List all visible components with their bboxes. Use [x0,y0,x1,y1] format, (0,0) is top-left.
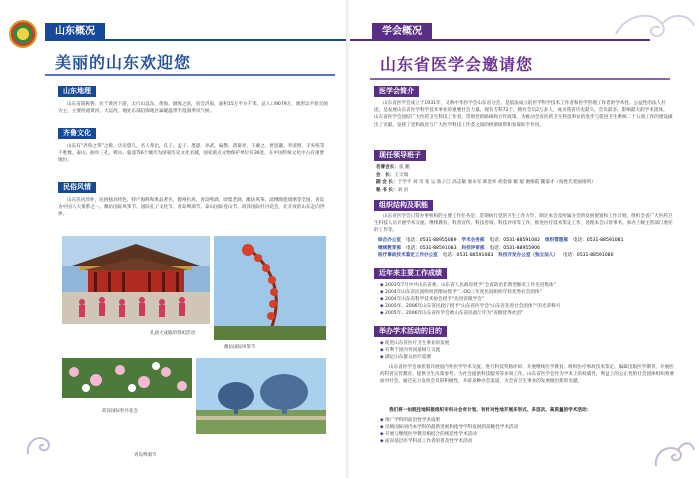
right-header-tab: 学会概况 [372,23,432,40]
section-text-customs: 山东民风淳朴，民俗独具特色，特产海鲜和果品著名，德州扒鸡，青岛啤酒、即墨老酒，潍坊风筝、淄博陶瓷琉璃等全国，青岛为中国八大菜系之一。潍坊国际风筝节、国际孔子文化节、青岛啤酒节、泰山国际登山节、菏泽国际牡丹花会，让开放的山东走向世界。 [58,198,325,218]
list-item: ◆ 反映国际国内本学科的最新进展和指导学科发展的前瞻性学术活动 [380,424,675,431]
leader-row: 秘 书 长：刘 岩 [376,187,409,193]
right-page-title: 山东省医学会邀请您 [380,55,534,74]
right-header-bar [350,24,650,41]
section-tag-intro: 医学会简介 [374,86,419,97]
section-text-culture: 山东有“齐鲁之邦”之称，历史悠久，名人辈出，孔子、孟子、墨翟、孙武、扁鹊、诸葛亮、王羲之、贾思勰、李清照、辛弃疾等不胜数。泰山、曲阜三孔、崂山、临淄等6个城市为国家历史文化名城，国家重点文物保护单位有36处，在中国传统文化中占有重要地位。 [58,144,325,164]
list-item: ◆ 推广学科的前沿性学术成果 [380,417,675,424]
list-item: ◆ 有利于国内外同道相互交流 [380,347,675,354]
left-page-title: 美丽的山东欢迎您 [55,53,192,72]
list-item: ◆ 2004年山东省科学技术协会授予“先进省级学会” [380,296,675,303]
purpose-list [380,340,675,361]
list-item: ◆ 2005年、2006年山东省医学会被山东省民政厅评为“省级优秀社团” [380,310,675,317]
honors-list [380,282,675,317]
caption-temple: 孔庙大成殿的祭祀活动 [150,331,195,336]
section-text-org: 山东省医学会日常办事机构的主要工作任务是：贯彻执行党的卫生工作方针，制定本会及所属分会的发展规划和工作计划，组织全省广大医药卫生科技人员开展学术交流、继续教育、科普宣传、科技咨询、科技评审等工作，推进医疗技术鉴定工作，处理本会日常事务。承办上级主管部门委托的工作等。 [374,214,673,234]
list-item: ◆ 2004年山东省民间组织管理局授予“二OO三年度民间组织年检优秀社会团体” [380,289,675,296]
photo-temple-ceremony [62,236,210,324]
caption-beer: 青岛啤酒节 [134,453,157,458]
section-text-intro: 山东省医学会成立于1931年，又称中华医学会山东省分会，是依法成立的医学科学技术工作者和医学管理工作者的学术性、公益性的法人社团，是发展山东省医学科学技术事业的重要社会力量。现有专科72个，拥有会员2万多人，成为我省历史最久、会员最多、影响最大的学术团体。 山东省医学会团结广大医药卫生科技工作者，贯彻党的路线和方针政策，为推动全省医药卫生科技事业的进步与促进卫生系统二十五项工作的建设做出了贡献。发挥了党和政府与广大医学科技工作者之间的桥梁纽带和参谋助手作用。 [374,101,673,128]
leader-row: 会 长：王天瑞 [376,172,409,178]
section-tag-culture: 齐鲁文化 [58,128,96,139]
purpose-text: 山东省医学会承担着开展国内外医学学术交流、进行科技奖励评审、开展继续医学教育、组织医疗事故技术鉴定、编辑出版医学期刊、开展医药科普宣传教育、提供卫生决策参考、为社会提供科技服务等多项工作。山东省医学会作为学术上的权威性、利益上的公正性的社会团体组织将要面对社会，通过充分发挥会员的积极性，开辟多种办会渠道，为全省卫生事业的发展做出新的贡献。 [380,365,675,385]
section-text-geography: 山东省简称鲁，位于黄河下游，太行山以东，黄海、渤海之滨，省会济南，面积15万平方千米，总人口9079万，地形以平原丘陵为主，主要河流黄河、大运河，地处东部沿海地区属暖温带半湿润季风气候。 [58,102,329,115]
leader-row: 名誉会长：张 鹏 [376,165,410,170]
association-logo [9,20,37,48]
contact-row: 综合办公室 电话：0531-88955089 学术会务部 电话：0531-88591082 组织管理部 电话：0531-88591081 [378,238,624,243]
photo-kite-festival [214,236,326,340]
left-title-divider [45,74,335,76]
list-item: ◆ 2005年、2006年山东省民政厅授予“山东省医学会“山东省先进社会团体”“的光荣称号 [380,303,675,310]
purpose-bold-text: 我们将一如既往地积极组织专科分会有计划、有针对性地开展多形式、多层次、高质量的学术活动： [389,408,592,413]
section-tag-customs: 民俗风情 [58,182,96,193]
section-tag-leaders: 现任领导班子 [374,150,426,161]
section-tag-honors: 近年来主要工作成绩 [374,268,447,279]
section-tag-purpose: 举办学术活动的目的 [374,326,447,337]
leaders-list [376,164,676,194]
right-page [350,0,700,478]
caption-kite: 潍坊国际风筝节 [224,345,256,350]
caption-peony: 菏泽国际牡丹花会 [102,409,138,414]
photo-peony-fair [62,358,192,398]
left-header-tab: 山东概况 [45,23,105,40]
list-item: ◆ 促进山东省医疗卫生事业的发展 [380,340,675,347]
decorative-cloud-swirl-bottom-icon [650,432,696,472]
right-title-divider [370,78,670,80]
list-item: ◆ 面向基层医学科技工作者的普及性学术活动 [380,438,675,445]
contact-table [378,237,678,260]
list-item: ◆ 2003年7月中共山东省委、山东省人民政府授予“全省防治非典型肺炎工作先进集体” [380,282,675,289]
list-item: ◆ 开展与继续医学教育相结合的规范性学术活动 [380,431,675,438]
activities-list [380,417,675,445]
leader-row: 副 会 长：于学平 刘 奇 张 运 陈子江 高志敏 屠永军 韩金祥 胡金保 谢 琨 谢俊霞 魏秦才（按姓氏笔画排列） [376,180,596,185]
contact-row: 继续教育部 电话：0531-88591083 科技评审部 电话：0531-88955906 [378,245,540,251]
section-tag-geography: 山东地理 [58,86,96,97]
left-header-bar [45,24,350,41]
contact-row: 医疗事故技术鉴定工作办公室 电话：0531-88591083 科技开发办公室（独立法人） 电话：0531-88591080 [378,253,614,259]
photo-beer-festival [196,358,326,434]
section-tag-org: 组织结构及职能 [374,200,433,211]
decorative-cloud-swirl-icon [24,424,62,460]
list-item: ◆ 满足山东群众医疗需要 [380,354,675,361]
